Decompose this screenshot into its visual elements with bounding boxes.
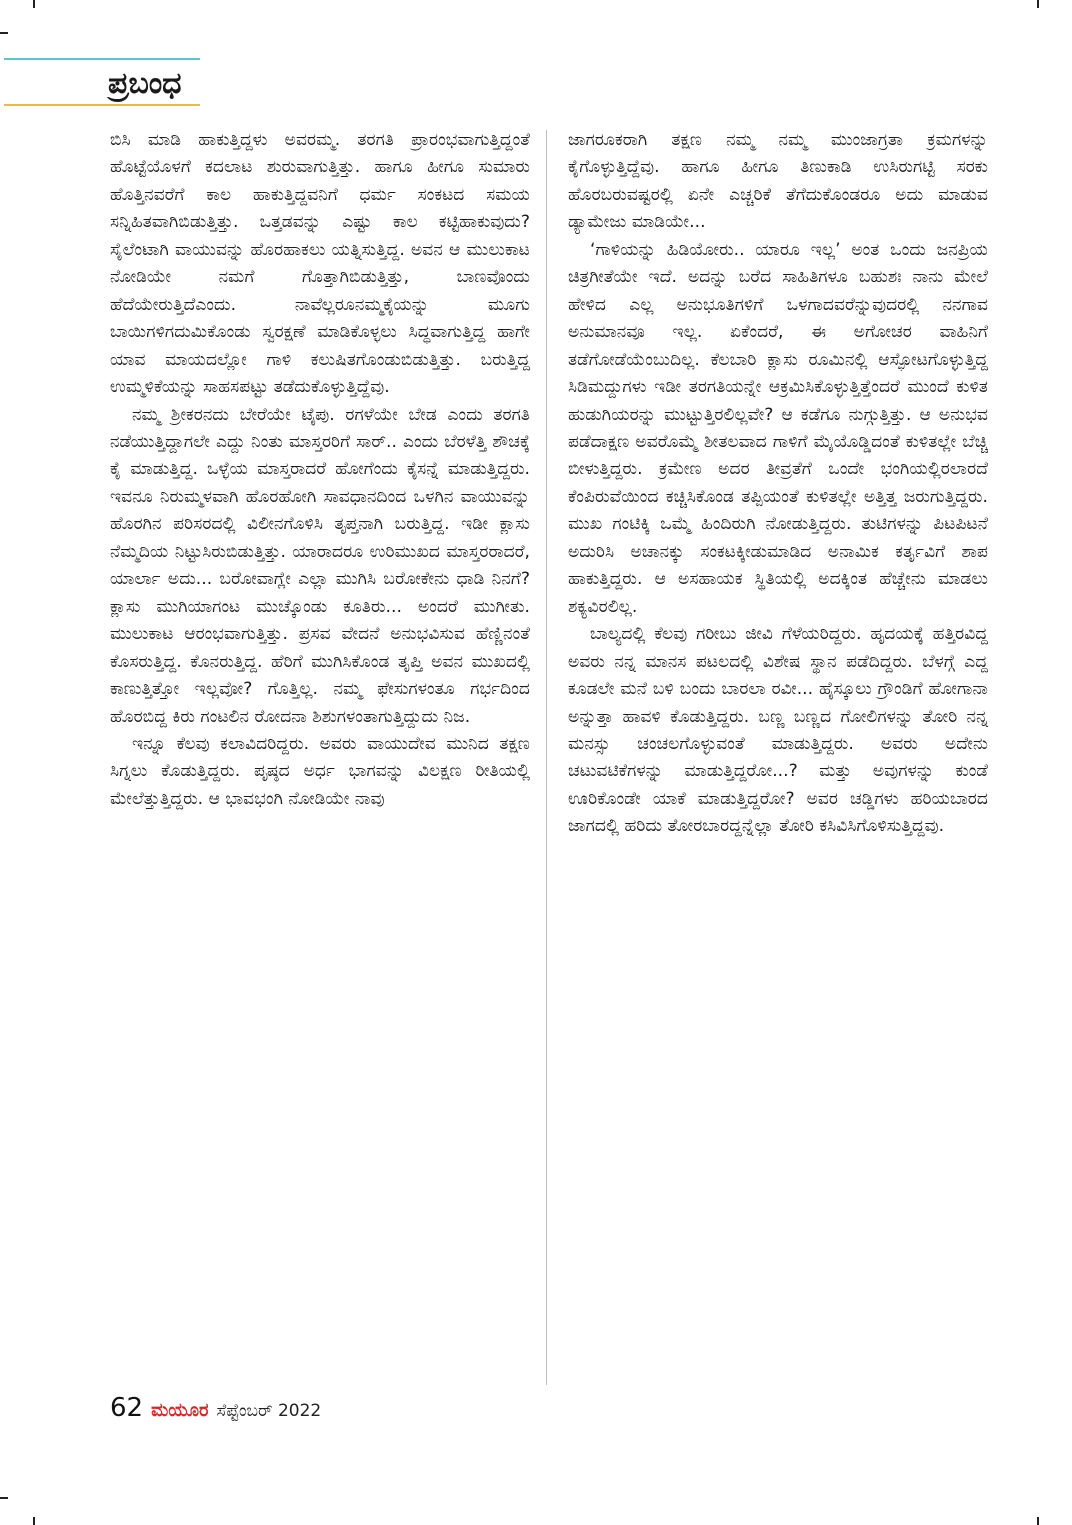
paragraph: ಬಿಸಿ ಮಾಡಿ ಹಾಕುತ್ತಿದ್ದಳು ಅವರಮ್ಮ. ತರಗತಿ ಪ್ರಾರಂಭವಾಗುತ್ತಿದ್ದಂತೆ ಹೊಟ್ಟೆಯೊಳಗೆ ಕದಲಾಟ ಶುರುವಾಗುತ್ತಿತ್ತು. ಹಾಗೂ ಹೀಗೂ ಸುಮಾರು ಹೊತ್ತಿನವರೆಗೆ ಕಾಲ ಹಾಕುತ್ತಿದ್ದವನಿಗೆ ಧರ್ಮ ಸಂಕಟದ ಸಮಯ ಸನ್ನಿಹಿತವಾಗಿಬಿಡುತ್ತಿತ್ತು. ಒತ್ತಡವನ್ನು ಎಷ್ಟು ಕಾಲ ಕಟ್ಟಿಹಾಕುವುದು? ಸೈಲೆಂಟಾಗಿ ವಾಯುವನ್ನು ಹೊರಹಾಕಲು ಯತ್ನಿಸುತ್ತಿದ್ದ. ಅವನ ಆ ಮುಲುಕಾಟ ನೋಡಿಯೇ ನಮಗೆ ಗೊತ್ತಾಗಿಬಿಡುತ್ತಿತ್ತು, ಬಾಣವೊಂದು ಹೆದೆಯೇರುತ್ತಿದೆಎಂದು. ನಾವೆಲ್ಲರೂನಮ್ಮಕೈಯನ್ನು ಮೂಗು ಬಾಯಿಗಳಿಗದುಮಿಕೊಂಡು ಸ್ವರಕ್ಷಣೆ ಮಾಡಿಕೊಳ್ಳಲು ಸಿದ್ಧವಾಗುತ್ತಿದ್ದ ಹಾಗೇ ಯಾವ ಮಾಯದಲ್ಲೋ ಗಾಳಿ ಕಲುಷಿತಗೊಂಡುಬಿಡುತ್ತಿತ್ತು. ಬರುತ್ತಿದ್ದ ಉಮ್ಮಳಿಕೆಯನ್ನು ಸಾಹಸಪಟ್ಟು ತಡೆದುಕೊಳ್ಳುತ್ತಿದ್ದೆವು.	[110, 130, 530, 398]
crop-mark	[33, 0, 35, 8]
article-column-left	[110, 127, 530, 813]
page-number: 62	[110, 1393, 144, 1423]
paragraph: ಇನ್ನೂ ಕೆಲವು ಕಲಾವಿದರಿದ್ದರು. ಅವರು ವಾಯುದೇವ ಮುನಿದ ತಕ್ಷಣ ಸಿಗ್ನಲು ಕೊಡುತ್ತಿದ್ದರು. ಪೃಷ್ಠದ ಅರ್ಧ ಭಾಗವನ್ನು ವಿಲಕ್ಷಣ ರೀತಿಯಲ್ಲಿ ಮೇಲೆತ್ತುತ್ತಿದ್ದರು. ಆ ಭಾವಭಂಗಿ ನೋಡಿಯೇ ನಾವು	[110, 733, 530, 809]
column-divider	[546, 130, 547, 1385]
magazine-name: ಮಯೂರ	[151, 1400, 209, 1421]
paragraph: ‘ಗಾಳಿಯನ್ನು ಹಿಡಿಯೋರು.. ಯಾರೂ ಇಲ್ಲ’ ಅಂತ ಒಂದು ಜನಪ್ರಿಯ ಚಿತ್ರಗೀತೆಯೇ ಇದೆ. ಅದನ್ನು ಬರೆದ ಸಾಹಿತಿಗಳೂ ಬಹುಶಃ ನಾನು ಮೇಲೆ ಹೇಳಿದ ಎಲ್ಲ ಅನುಭೂತಿಗಳಿಗೆ ಒಳಗಾದವರೆನ್ನುವುದರಲ್ಲಿ ನನಗಾವ ಅನುಮಾನವೂ ಇಲ್ಲ. ಏಕೆಂದರೆ, ಈ ಅಗೋಚರ ವಾಹಿನಿಗೆ ತಡೆಗೋಡೆಯೆಂಬುದಿಲ್ಲ. ಕೆಲಬಾರಿ ಕ್ಲಾಸು ರೂಮಿನಲ್ಲಿ ಆಸ್ಫೋಟಗೊಳ್ಳುತ್ತಿದ್ದ ಸಿಡಿಮದ್ದುಗಳು ಇಡೀ ತರಗತಿಯನ್ನೇ ಆಕ್ರಮಿಸಿಕೊಳ್ಳುತ್ತಿತ್ತೆಂದರೆ ಮುಂದೆ ಕುಳಿತ ಹುಡುಗಿಯರನ್ನು ಮುಟ್ಟುತ್ತಿರಲಿಲ್ಲವೇ? ಆ ಕಡೆಗೂ ನುಗ್ಗುತ್ತಿತ್ತು. ಆ ಅನುಭವ ಪಡೆದಾಕ್ಷಣ ಅವರೊಮ್ಮೆ ಶೀತಲವಾದ ಗಾಳಿಗೆ ಮೈಯೊಡ್ಡಿದಂತೆ ಕುಳಿತಲ್ಲೇ ಬೆಚ್ಚಿ ಬೀಳುತ್ತಿದ್ದರು. ಕ್ರಮೇಣ ಅದರ ತೀವ್ರತೆಗೆ ಒಂದೇ ಭಂಗಿಯಲ್ಲಿರಲಾರದೆ ಕೆಂಪಿರುವೆಯಿಂದ ಕಚ್ಚಿಸಿಕೊಂಡ ತಪ್ಪಿಯಂತೆ ಕುಳಿತಲ್ಲೇ ಅತ್ತಿತ್ತ ಜರುಗುತ್ತಿದ್ದರು. ಮುಖ ಗಂಟಿಕ್ಕಿ ಒಮ್ಮೆ ಹಿಂದಿರುಗಿ ನೋಡುತ್ತಿದ್ದರು. ತುಟಿಗಳನ್ನು ಪಿಟಪಿಟನೆ ಅದುರಿಸಿ ಅಚಾನಕ್ಕು ಸಂಕಟಕ್ಕೀಡುಮಾಡಿದ ಅನಾಮಿಕ ಕರ್ತೃವಿಗೆ ಶಾಪ ಹಾಕುತ್ತಿದ್ದರು. ಆ ಅಸಹಾಯಕ ಸ್ಥಿತಿಯಲ್ಲಿ ಅದಕ್ಕಿಂತ ಹೆಚ್ಚೇನು ಮಾಡಲು ಶಕ್ಯವಿರಲಿಲ್ಲ.	[568, 239, 988, 617]
paragraph: ನಮ್ಮ ಶ್ರೀಕರನದು ಬೇರೆಯೇ ಟೈಪು. ರಗಳೆಯೇ ಬೇಡ ಎಂದು ತರಗತಿ ನಡೆಯುತ್ತಿದ್ದಾಗಲೇ ಎದ್ದು ನಿಂತು ಮಾಸ್ತರರಿಗೆ ಸಾರ್.. ಎಂದು ಬೆರಳೆತ್ತಿ ಶೌಚಕ್ಕೆ ಕೈ ಮಾಡುತ್ತಿದ್ದ. ಒಳ್ಳೆಯ ಮಾಸ್ತರಾದರೆ ಹೋಗೆಂದು ಕೈಸನ್ನೆ ಮಾಡುತ್ತಿದ್ದರು. ಇವನೂ ನಿರುಮ್ಮಳವಾಗಿ ಹೊರಹೋಗಿ ಸಾವಧಾನದಿಂದ ಒಳಗಿನ ವಾಯುವನ್ನು ಹೊರಗಿನ ಪರಿಸರದಲ್ಲಿ ವಿಲೀನಗೊಳಿಸಿ ತೃಪ್ತನಾಗಿ ಬರುತ್ತಿದ್ದ. ಇಡೀ ಕ್ಲಾಸು ನೆಮ್ಮದಿಯ ನಿಟ್ಟುಸಿರುಬಿಡುತ್ತಿತ್ತು. ಯಾರಾದರೂ ಉರಿಮುಖದ ಮಾಸ್ತರರಾದರೆ, ಯಾರ್ಲಾ ಅದು... ಬರೋವಾಗ್ಲೇ ಎಲ್ಲಾ ಮುಗಿಸಿ ಬರೋಕೇನು ಧಾಡಿ ನಿನಗೆ? ಕ್ಲಾಸು ಮುಗಿಯಾಗಂಟ ಮುಚ್ಕೊಂಡು ಕೂತಿರು... ಅಂದರೆ ಮುಗೀತು. ಮುಲುಕಾಟ ಆರಂಭವಾಗುತ್ತಿತ್ತು. ಪ್ರಸವ ವೇದನೆ ಅನುಭವಿಸುವ ಹೆಣ್ಣಿನಂತೆ ಕೊಸರುತ್ತಿದ್ದ. ಕೊನರುತ್ತಿದ್ದ. ಹೆರಿಗೆ ಮುಗಿಸಿಕೊಂಡ ತೃಪ್ತಿ ಅವನ ಮುಖದಲ್ಲಿ ಕಾಣುತ್ತಿತ್ತೋ ಇಲ್ಲವೋ? ಗೊತ್ತಿಲ್ಲ. ನಮ್ಮ ಫೇಸುಗಳಂತೂ ಗರ್ಭದಿಂದ ಹೊರಬಿದ್ದ ಕಿರು ಗಂಟಲಿನ ರೋದನಾ ಶಿಶುಗಳಂತಾಗುತ್ತಿದ್ದುದು ನಿಜ.	[110, 404, 530, 727]
crop-mark	[33, 1517, 35, 1525]
issue-date: ಸೆಪ್ಟೆಂಬರ್ 2022	[216, 1401, 322, 1421]
crop-mark	[1037, 0, 1039, 8]
crop-mark	[0, 1497, 8, 1499]
paragraph: ಬಾಲ್ಯದಲ್ಲಿ ಕೆಲವು ಗರೀಬು ಜೀವಿ ಗೆಳೆಯರಿದ್ದರು. ಹೃದಯಕ್ಕೆ ಹತ್ತಿರವಿದ್ದ ಅವರು ನನ್ನ ಮಾನಸ ಪಟಲದಲ್ಲಿ ವಿಶೇಷ ಸ್ಥಾನ ಪಡೆದಿದ್ದರು. ಬೆಳಗ್ಗೆ ಎದ್ದ ಕೂಡಲೇ ಮನೆ ಬಳಿ ಬಂದು ಬಾರಲಾ ರವೀ... ಹೈಸ್ಕೂಲು ಗ್ರೌಂಡಿಗೆ ಹೋಗಾನಾ ಅನ್ನುತ್ತಾ ಹಾವಳಿ ಕೊಡುತ್ತಿದ್ದರು. ಬಣ್ಣ ಬಣ್ಣದ ಗೋಲಿಗಳನ್ನು ತೋರಿ ನನ್ನ ಮನಸ್ಸು ಚಂಚಲಗೊಳ್ಳುವಂತೆ ಮಾಡುತ್ತಿದ್ದರು. ಅವರು ಅದೇನು ಚಟುವಟಿಕೆಗಳನ್ನು ಮಾಡುತ್ತಿದ್ದರೋ...? ಮತ್ತು ಅವುಗಳನ್ನು ಕುಂಡೆ ಊರಿಕೊಂಡೇ ಯಾಕೆ ಮಾಡುತ್ತಿದ್ದರೋ? ಅವರ ಚಡ್ಡಿಗಳು ಹರಿಯಬಾರದ ಜಾಗದಲ್ಲಿ ಹರಿದು ತೋರಬಾರದ್ದನ್ನೆಲ್ಲಾ ತೋರಿ ಕಸಿವಿಸಿಗೊಳಿಸುತ್ತಿದ್ದವು.	[568, 624, 988, 837]
crop-mark	[1037, 1517, 1039, 1525]
crop-mark	[0, 32, 8, 34]
section-title-top-rule	[4, 58, 200, 60]
page-footer	[110, 1393, 321, 1433]
paragraph: ಜಾಗರೂಕರಾಗಿ ತಕ್ಷಣ ನಮ್ಮ ನಮ್ಮ ಮುಂಜಾಗ್ರತಾ ಕ್ರಮಗಳನ್ನು ಕೈಗೊಳ್ಳುತ್ತಿದ್ದೆವು. ಹಾಗೂ ಹೀಗೂ ತಿಣುಕಾಡಿ ಉಸಿರುಗಟ್ಟಿ ಸರಕು ಹೊರಬರುವಷ್ಟರಲ್ಲಿ ಏನೇ ಎಚ್ಚರಿಕೆ ತೆಗೆದುಕೊಂಡರೂ ಅದು ಮಾಡುವ ಡ್ಯಾಮೇಜು ಮಾಡಿಯೇ...	[568, 130, 988, 233]
section-title-bottom-rule	[4, 104, 200, 106]
article-column-right	[568, 127, 988, 841]
section-title: ಪ್ರಬಂಧ	[108, 66, 182, 101]
